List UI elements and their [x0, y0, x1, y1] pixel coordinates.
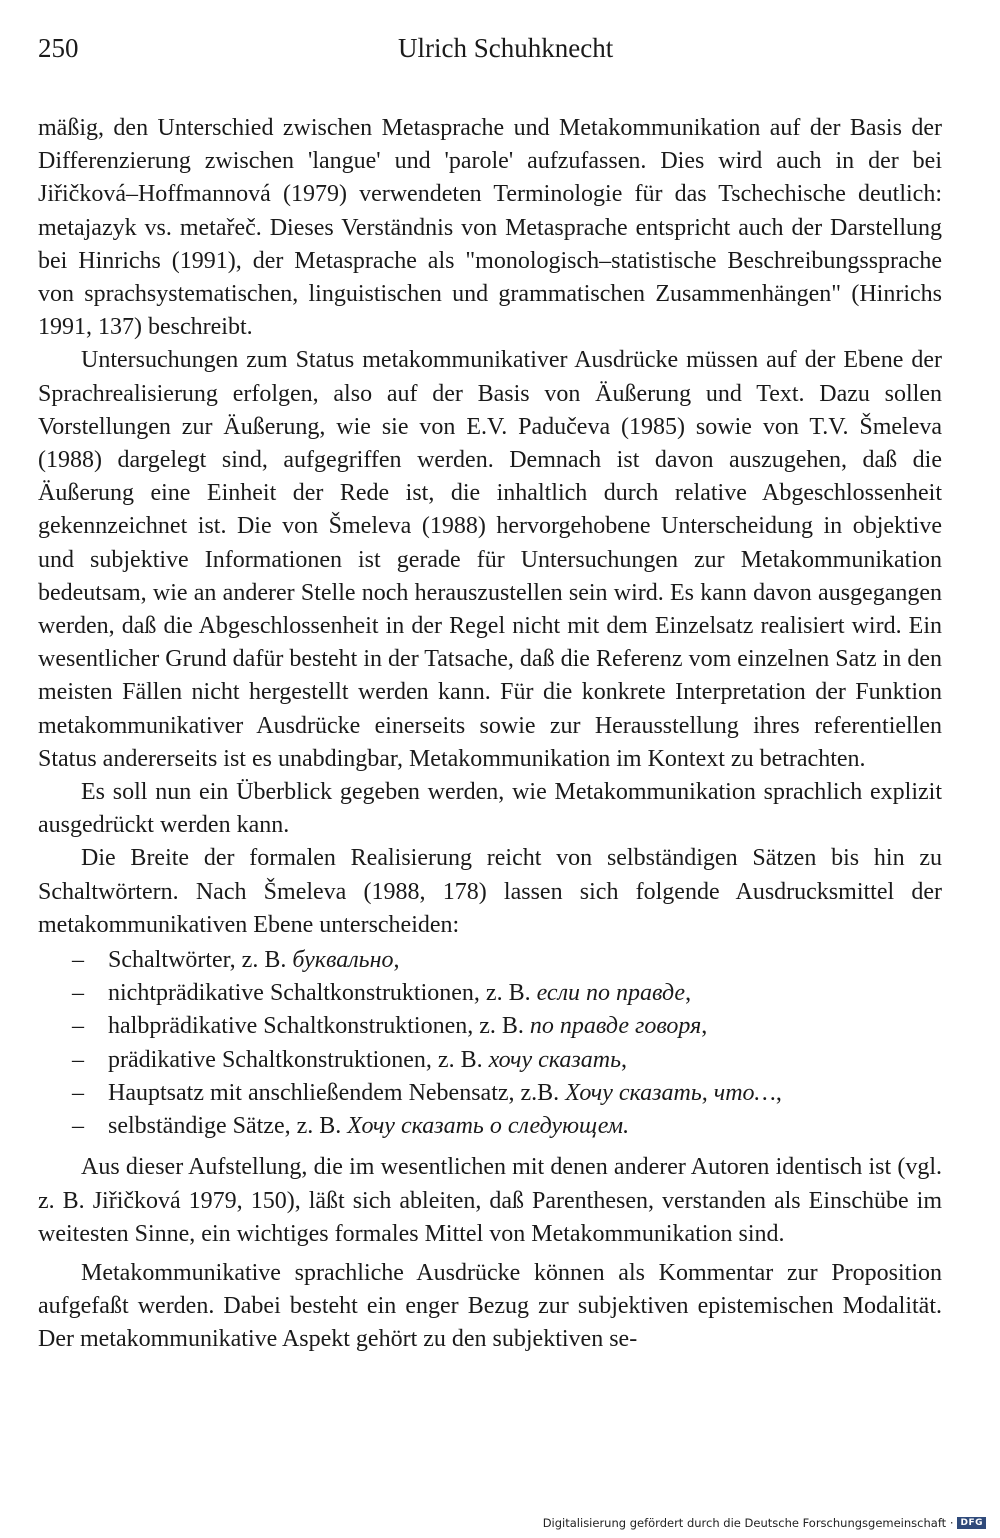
list-item	[38, 1077, 942, 1110]
list-item-example: если по правде	[536, 980, 686, 1007]
list-dash: –	[72, 947, 84, 974]
list-dash: –	[72, 1113, 84, 1140]
list-dash: –	[72, 1079, 84, 1106]
page-header	[38, 22, 950, 74]
list-item-tail: ,	[775, 1079, 782, 1106]
list-dash: –	[72, 1046, 84, 1073]
digitization-footer	[543, 1516, 986, 1530]
paragraph-utterance: Untersuchungen zum Status metakommunikativer Ausdrücke müssen auf der Ebene der Sprachrealisierung erfolgen, also auf der Basis von Äußerung und Text. Dazu sollen Vorstellungen zur Äußerung, wie sie von E.V. Padučeva (1985) sowie von T.V. Šmeleva (1988) dargelegt sind, aufgegriffen werden. Demnach ist davon auszugehen, daß die Äußerung eine Einheit der Rede ist, die inhaltlich durch relative Abgeschlossenheit gekennzeichnet ist. Die von Šmeleva (1988) hervorgehobene Unterscheidung in objektive und subjektive Informationen ist gerade für Untersuchungen zur Metakommunikation bedeutsam, wie an anderer Stelle noch herauszustellen sein wird. Es kann davon ausgegangen werden, daß die Abgeschlossenheit in der Regel nicht mit dem Einzelsatz realisiert wird. Ein wesentlicher Grund dafür besteht in der Tatsache, daß die Referenz vom einzelnen Satz in den meisten Fällen nicht hergestellt werden kann. Für die konkrete Interpretation der Funktion metakommunikativer Ausdrücke einerseits sowie zur Herausstellung ihres referentiellen Status andererseits ist es unabdingbar, Metakommunikation im Kontext zu betrachten.	[38, 347, 942, 772]
running-head: Ulrich Schuhknecht	[398, 33, 614, 63]
list-item-example: по правде говоря	[529, 1013, 702, 1040]
list-item	[38, 1110, 942, 1143]
list-item-example: Хочу сказать, что…	[565, 1079, 776, 1106]
page-number: 250	[38, 33, 79, 63]
list-item-label: Schaltwörter, z. B.	[108, 947, 293, 974]
list-item-tail: ,	[393, 947, 400, 974]
expression-means-list	[38, 944, 942, 1143]
list-item-label: halbprädikative Schaltkonstruktionen, z. B.	[108, 1013, 530, 1040]
paragraph-parentheses: Aus dieser Aufstellung, die im wesentlichen mit denen anderer Autoren identisch ist (vgl. z. B. Jiřičková 1979, 150), läßt sich ableiten, daß Parenthesen, verstanden als Einschübe im weitesten Sinne, ein wichtiges formales Mittel von Metakommunikation sind.	[38, 1154, 942, 1247]
list-item	[38, 1010, 942, 1043]
body-text	[38, 112, 942, 1357]
list-item-label: selbständige Sätze, z. B.	[108, 1113, 348, 1140]
list-item-example: Хочу сказать о следующем.	[347, 1113, 630, 1140]
list-item	[38, 1044, 942, 1077]
list-item-tail: ,	[685, 980, 692, 1007]
list-item-example: буквально	[292, 947, 394, 974]
list-item-label: Hauptsatz mit anschließendem Nebensatz, z.B.	[108, 1079, 566, 1106]
paragraph-realisation: Die Breite der formalen Realisierung reicht von selbständigen Sätzen bis hin zu Schaltwörtern. Nach Šmeleva (1988, 178) lassen sich folgende Ausdrucksmittel der metakommunikativen Ebene unterscheiden:	[38, 845, 942, 938]
paragraph-overview: Es soll nun ein Überblick gegeben werden, wie Metakommunikation sprachlich explizit ausgedrückt werden kann.	[38, 779, 942, 839]
document-page	[38, 22, 950, 1522]
list-item-tail: ,	[701, 1013, 708, 1040]
list-item-label: prädikative Schaltkonstruktionen, z. B.	[108, 1046, 489, 1073]
dfg-logo: DFG	[957, 1517, 986, 1529]
list-item-example: хочу сказать	[488, 1046, 622, 1073]
list-item-label: nichtprädikative Schaltkonstruktionen, z. B.	[108, 980, 537, 1007]
list-dash: –	[72, 980, 84, 1007]
list-item-tail: ,	[621, 1046, 628, 1073]
paragraph-continuation: mäßig, den Unterschied zwischen Metasprache und Metakommunikation auf der Basis der Differenzierung zwischen 'langue' und 'parole' aufzufassen. Dies wird auch in der bei Jiřičková–Hoffmannová (1979) verwendeten Terminologie für das Tschechische deutlich: metajazyk vs. metařeč. Dieses Verständnis von Metasprache entspricht auch der Darstellung bei Hinrichs (1991), der Metasprache als "monologisch–statistische Beschreibungssprache von sprachsystematischen, linguistischen und grammatischen Zusammenhängen" (Hinrichs 1991, 137) beschreibt.	[38, 115, 942, 341]
footer-text: Digitalisierung gefördert durch die Deutsche Forschungsgemeinschaft ·	[542, 1516, 954, 1530]
paragraph-commentary: Metakommunikative sprachliche Ausdrücke können als Kommentar zur Proposition aufgefaßt werden. Dabei besteht ein enger Bezug zur subjektiven epistemischen Modalität. Der metakommunikative Aspekt gehört zu den subjektiven se-	[38, 1259, 942, 1353]
list-dash: –	[72, 1013, 84, 1040]
list-item	[38, 977, 942, 1010]
list-item	[38, 944, 942, 977]
